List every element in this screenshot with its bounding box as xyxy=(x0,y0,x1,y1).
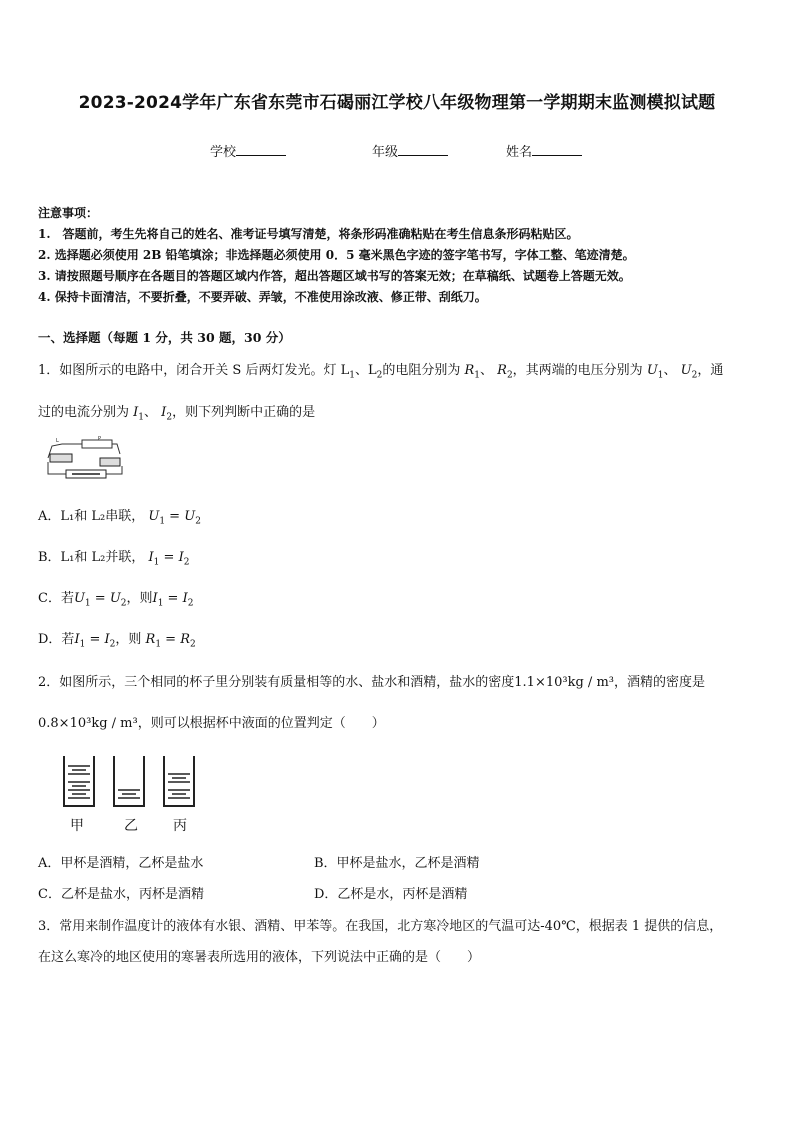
circuit-diagram xyxy=(42,432,126,486)
q2-option-c[interactable]: C．乙杯是盐水，丙杯是酒精 xyxy=(38,887,204,902)
q2-option-a[interactable]: A．甲杯是酒精，乙杯是盐水 xyxy=(38,856,204,871)
q2-option-d[interactable]: D．乙杯是水，丙杯是酒精 xyxy=(314,887,468,902)
q1-option-d[interactable]: D．若$I_1 = I_2$，则 $R_1 = R_2$ xyxy=(38,632,196,650)
q2-option-b[interactable]: B．甲杯是盐水，乙杯是酒精 xyxy=(314,856,480,871)
cup-jia xyxy=(64,756,94,806)
q1-option-a[interactable]: A．L₁和 L₂串联， $U_1 = U_2$ xyxy=(38,509,201,527)
q3-line2: 在这么寒冷的地区使用的寒暑表所选用的液体，下列说法中正确的是（ ） xyxy=(38,950,481,965)
notes-block xyxy=(38,203,635,308)
notes-heading: 注意事项： xyxy=(38,206,99,220)
grade-field xyxy=(372,141,448,160)
grade-label: 年级 xyxy=(372,145,399,160)
cup-bing xyxy=(164,756,194,806)
school-blank[interactable] xyxy=(236,143,286,156)
notes-item: 2. 选择题必须使用 2B 铅笔填涂；非选择题必须使用 0．5 毫米黑色字迹的签字笔书写，字体工整、笔迹清楚。 xyxy=(38,248,635,262)
q2-line1: 2．如图所示，三个相同的杯子里分别装有质量相等的水、盐水和酒精，盐水的密度1.1×10³kg / m³，酒精的密度是 xyxy=(38,675,705,690)
name-label: 姓名 xyxy=(506,145,533,160)
cup-yi xyxy=(114,756,144,806)
name-field xyxy=(506,141,582,160)
cup-label-bing: 丙 xyxy=(173,818,187,834)
cup-label-yi: 乙 xyxy=(124,818,138,834)
svg-text:L: L xyxy=(56,438,59,444)
q1-line2: 过的电流分别为 $I_1$、 $I_2$，则下列判断中正确的是 xyxy=(38,405,316,423)
cups-figure xyxy=(60,752,200,812)
grade-blank[interactable] xyxy=(398,143,448,156)
school-field xyxy=(210,141,286,160)
school-label: 学校 xyxy=(210,145,237,160)
q1-line1: 1．如图所示的电路中，闭合开关 S 后两灯发光。灯 $L_1$、$L_2$的电阻分别为 $R_1$、 $R_2$，其两端的电压分别为 $U_1$、 $U_2$，通 xyxy=(38,363,724,381)
page-title: 2023-2024学年广东省东莞市石碣丽江学校八年级物理第一学期期末监测模拟试题 xyxy=(78,93,716,113)
q1-option-b[interactable]: B．L₁和 L₂并联， $I_1 = I_2$ xyxy=(38,550,190,568)
svg-text:P: P xyxy=(98,436,102,442)
cup-label-jia: 甲 xyxy=(70,818,84,834)
notes-item: 1. 答题前，考生先将自己的姓名、准考证号填写清楚，将条形码准确粘贴在考生信息条形码粘贴区。 xyxy=(38,227,579,241)
section-heading: 一、选择题（每题 1 分，共 30 题，30 分） xyxy=(38,330,291,345)
notes-item: 3. 请按照题号顺序在各题目的答题区域内作答，超出答题区域书写的答案无效；在草稿纸、试题卷上答题无效。 xyxy=(38,269,631,283)
q2-line2: 0.8×10³kg / m³，则可以根据杯中液面的位置判定（ ） xyxy=(38,716,385,731)
q1-option-c[interactable]: C．若$U_1 = U_2$，则$I_1 = I_2$ xyxy=(38,591,194,609)
notes-item: 4. 保持卡面清洁，不要折叠，不要弄破、弄皱，不准使用涂改液、修正带、刮纸刀。 xyxy=(38,290,487,304)
name-blank[interactable] xyxy=(532,143,582,156)
q3-line1: 3．常用来制作温度计的液体有水银、酒精、甲苯等。在我国，北方寒冷地区的气温可达-40℃，根据表 1 提供的信息， xyxy=(38,919,723,934)
